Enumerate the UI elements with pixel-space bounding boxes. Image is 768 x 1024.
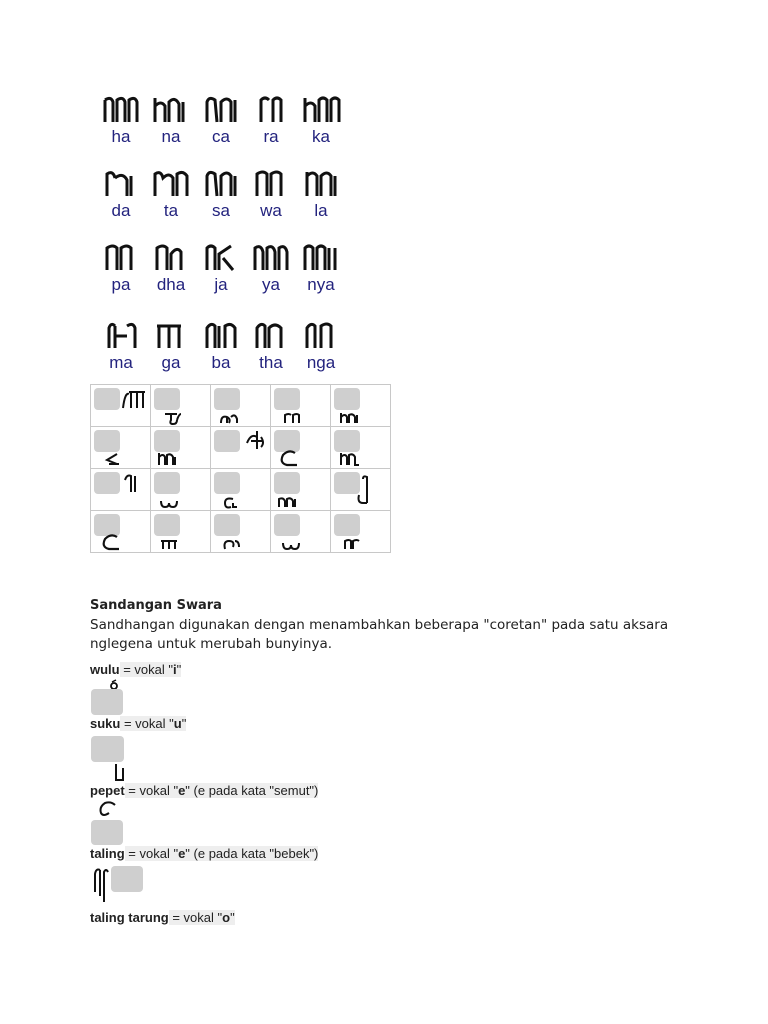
section-description: Sandhangan digunakan dengan menambahkan beberapa "coretan" pada satu aksara nglegena untuk merubah bunyinya. (90, 617, 669, 652)
pepet-sign-icon (97, 801, 119, 817)
table-cell (211, 511, 271, 553)
pasangan-glyph-icon (159, 537, 179, 551)
aksara-roman: ta (163, 201, 179, 220)
javanese-wa-glyph-icon (251, 166, 291, 200)
sandangan-taling (90, 846, 318, 861)
image-placeholder (94, 430, 120, 452)
image-placeholder (91, 820, 123, 845)
table-cell (91, 511, 151, 553)
table-cell (211, 469, 271, 511)
desc-vowel: o (222, 910, 231, 925)
table-cell (151, 469, 211, 511)
image-placeholder (214, 430, 240, 452)
aksara-roman: na (161, 127, 181, 146)
image-placeholder (91, 736, 124, 762)
javanese-ka-glyph-icon (301, 92, 341, 126)
table-cell (211, 427, 271, 469)
table-cell (331, 427, 391, 469)
table-cell (151, 427, 211, 469)
image-placeholder (214, 514, 240, 536)
desc-prefix: = vokal " (120, 716, 174, 731)
javanese-tha-glyph-icon (251, 318, 291, 352)
table-cell (271, 511, 331, 553)
image-placeholder (94, 388, 120, 410)
desc-vowel: e (178, 846, 186, 861)
table-cell (151, 511, 211, 553)
javanese-ya-glyph-icon (251, 240, 291, 274)
pasangan-glyph-icon (221, 537, 241, 551)
javanese-ra-glyph-icon (251, 92, 291, 126)
pasangan-glyph-icon (157, 451, 179, 467)
sandangan-name: suku (90, 716, 121, 731)
desc-vowel: u (173, 716, 182, 731)
desc-prefix: = vokal " (124, 783, 179, 798)
desc-vowel: i (173, 662, 177, 677)
sandangan-desc (125, 783, 319, 798)
pasangan-glyph-icon (281, 411, 303, 425)
javanese-sa-glyph-icon (201, 166, 241, 200)
aksara-roman: ja (214, 275, 228, 294)
image-placeholder (334, 430, 360, 452)
pasangan-glyph-icon (339, 451, 361, 467)
table-row (91, 385, 391, 427)
aksara-roman: nga (306, 353, 336, 372)
pasangan-table (90, 384, 391, 553)
aksara-roman: ma (109, 353, 133, 372)
table-cell (91, 469, 151, 511)
javanese-ja-glyph-icon (201, 240, 241, 274)
table-cell (331, 469, 391, 511)
desc-suffix: " (e pada kata "bebek") (185, 846, 319, 861)
desc-prefix: = vokal " (124, 846, 179, 861)
sandangan-desc (169, 910, 235, 925)
sandangan-suku (90, 716, 186, 731)
table-cell (331, 511, 391, 553)
pasangan-glyph-icon (221, 497, 239, 509)
sandangan-desc (120, 716, 186, 731)
sandangan-name: taling (90, 846, 125, 861)
javanese-ga-glyph-icon (151, 318, 191, 352)
image-placeholder (214, 388, 240, 410)
aksara-roman: dha (156, 275, 186, 294)
table-cell (91, 385, 151, 427)
javanese-na-glyph-icon (151, 92, 191, 126)
javanese-la-glyph-icon (301, 166, 341, 200)
javanese-ha-glyph-icon (101, 92, 141, 126)
desc-suffix: " (181, 716, 187, 731)
pasangan-glyph-icon (281, 539, 301, 551)
desc-prefix: = vokal " (119, 662, 173, 677)
aksara-roman: wa (260, 201, 282, 220)
section-title: Sandangan Swara (90, 598, 222, 613)
pasangan-glyph-icon (159, 497, 179, 509)
pasangan-glyph-icon (355, 473, 371, 507)
sandangan-desc (125, 846, 319, 861)
aksara-roman: da (111, 201, 131, 220)
javanese-dha-glyph-icon (151, 240, 191, 274)
aksara-roman: ba (211, 353, 231, 372)
desc-suffix: " (e pada kata "semut") (185, 783, 319, 798)
aksara-roman: tha (259, 353, 283, 372)
aksara-roman: pa (111, 275, 131, 294)
desc-suffix: " (176, 662, 182, 677)
desc-vowel: e (178, 783, 186, 798)
aksara-roman: ga (161, 353, 181, 372)
image-placeholder (214, 472, 240, 494)
pasangan-glyph-icon (277, 497, 301, 509)
image-placeholder (91, 689, 123, 715)
table-cell (211, 385, 271, 427)
desc-suffix: " (230, 910, 235, 925)
sandangan-pepet (90, 783, 318, 798)
table-row (91, 511, 391, 553)
aksara-roman: ha (111, 127, 131, 146)
javanese-pa-glyph-icon (101, 240, 141, 274)
sandangan-wulu (90, 662, 181, 677)
desc-prefix: = vokal " (168, 910, 223, 925)
javanese-ca-glyph-icon (201, 92, 241, 126)
image-placeholder (154, 514, 180, 536)
sandangan-name: pepet (90, 783, 125, 798)
aksara-roman: la (314, 201, 328, 220)
image-placeholder (274, 514, 300, 536)
sandangan-name: taling tarung (90, 910, 169, 925)
sandangan-taling-tarung (90, 910, 235, 925)
table-row (91, 427, 391, 469)
pasangan-glyph-icon (339, 411, 363, 425)
taling-sign-icon (92, 866, 110, 906)
javanese-da-glyph-icon (101, 166, 141, 200)
table-cell (91, 427, 151, 469)
aksara-roman: sa (212, 201, 230, 220)
pasangan-glyph-icon (121, 388, 147, 410)
aksara-roman: nya (307, 275, 335, 294)
aksara-roman: ya (262, 275, 280, 294)
image-placeholder (154, 430, 180, 452)
aksara-roman: ca (212, 127, 230, 146)
table-cell (331, 385, 391, 427)
table-cell (271, 427, 331, 469)
aksara-roman: ka (312, 127, 330, 146)
sandangan-desc (120, 662, 182, 677)
image-placeholder (334, 388, 360, 410)
image-placeholder (334, 514, 360, 536)
image-placeholder (274, 388, 300, 410)
suku-sign-icon (113, 762, 125, 782)
table-cell (271, 385, 331, 427)
javanese-nya-glyph-icon (301, 240, 341, 274)
javanese-nga-glyph-icon (301, 318, 341, 352)
pasangan-glyph-icon (219, 411, 241, 425)
javanese-ta-glyph-icon (151, 166, 191, 200)
javanese-ma-glyph-icon (101, 318, 141, 352)
pasangan-glyph-icon (123, 472, 139, 494)
pasangan-glyph-icon (103, 452, 123, 466)
pasangan-glyph-icon (243, 429, 265, 451)
aksara-roman: ra (263, 127, 279, 146)
image-placeholder (154, 388, 180, 410)
pasangan-glyph-icon (341, 537, 361, 551)
image-placeholder (274, 472, 300, 494)
table-row (91, 469, 391, 511)
image-placeholder (111, 866, 143, 892)
sandangan-name: wulu (90, 662, 120, 677)
image-placeholder (94, 472, 120, 494)
table-cell (151, 385, 211, 427)
javanese-ba-glyph-icon (201, 318, 241, 352)
table-cell (271, 469, 331, 511)
pasangan-glyph-icon (101, 533, 121, 551)
pasangan-glyph-icon (163, 410, 183, 426)
image-placeholder (154, 472, 180, 494)
pasangan-glyph-icon (279, 449, 299, 467)
